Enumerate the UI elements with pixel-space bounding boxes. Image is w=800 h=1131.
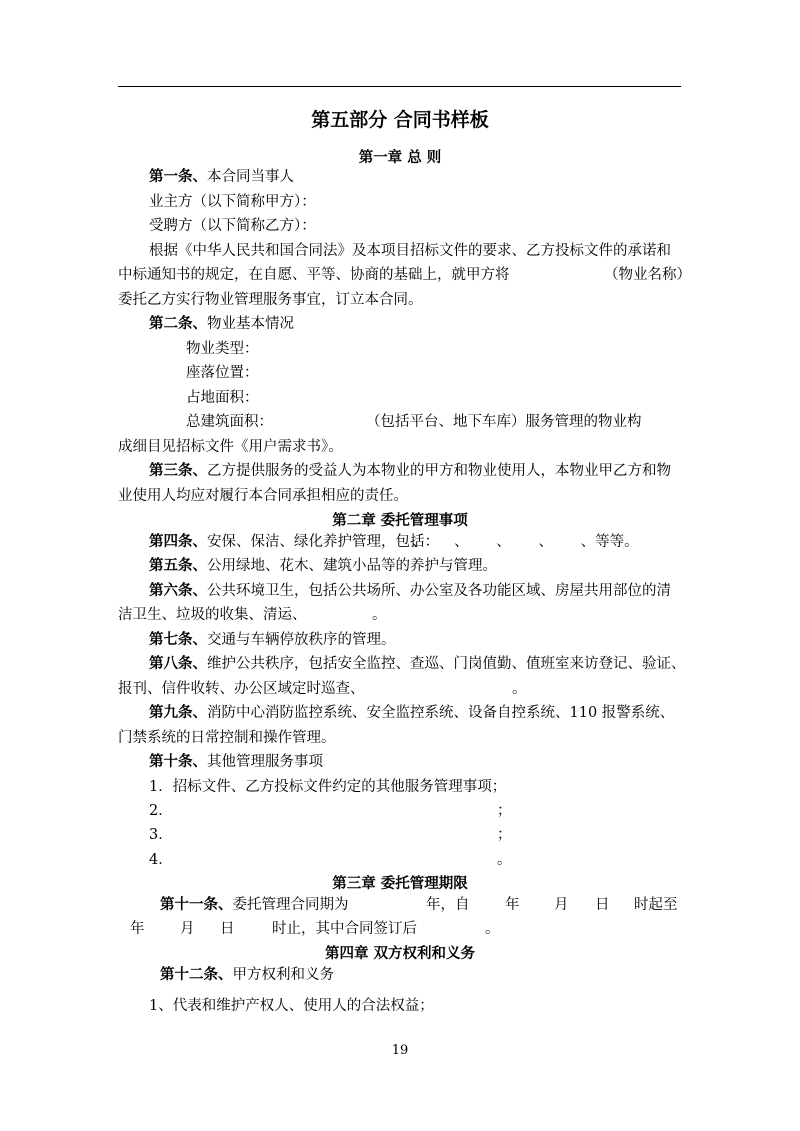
article-2-head: 第二条、 <box>149 316 207 332</box>
page-title: 第五部分 合同书样板 <box>311 109 489 131</box>
article-11-start-month: 月 <box>554 897 569 913</box>
property-type-field: 物业类型： <box>186 341 259 357</box>
article-11-end-day: 日 <box>220 921 235 937</box>
article-6-line-2: 洁卫生、垃圾的收集、清运、 <box>118 607 307 623</box>
article-7 <box>149 630 396 650</box>
article-10-head: 第十条、 <box>149 754 207 770</box>
article-12-item-1: 1、代表和维护产权人、使用人的合法权益； <box>149 998 434 1014</box>
article-12-head: 第十二条、 <box>160 967 233 983</box>
header-rule <box>118 86 681 87</box>
article-8 <box>149 654 686 674</box>
article-7-text: 交通与车辆停放秩序的管理。 <box>207 632 396 648</box>
party-b-line: 受聘方（以下简称乙方）： <box>149 218 316 234</box>
chapter-1-heading: 第一章 总 则 <box>358 150 442 166</box>
article-9-head: 第九条、 <box>149 705 207 721</box>
article-11 <box>160 895 349 915</box>
list-item-text: 招标文件、乙方投标文件约定的其他服务管理事项； <box>172 779 507 795</box>
para-1-line-3: 委托乙方实行物业管理服务事宜，订立本合同。 <box>118 292 423 308</box>
land-area-field: 占地面积： <box>186 390 259 406</box>
article-4-text: 安保、保洁、绿化养护管理，包括： <box>207 534 439 550</box>
article-5-head: 第五条、 <box>149 558 207 574</box>
article-11-start-text: 时起至 <box>634 897 678 913</box>
article-10-text: 其他管理服务事项 <box>207 754 323 770</box>
article-6-head: 第六条、 <box>149 583 207 599</box>
chapter-4-heading: 第四章 双方权利和义务 <box>324 946 476 962</box>
article-8-line-2-end: 。 <box>512 681 527 697</box>
list-item <box>149 801 173 821</box>
article-8-line-2: 报刊、信件收转、办公区域定时巡查、 <box>118 681 365 697</box>
article-11-start-year: 年 <box>505 897 520 913</box>
list-item <box>149 825 173 845</box>
article-11-start-day: 日 <box>595 897 610 913</box>
list-item <box>149 850 173 870</box>
chapter-2-heading: 第二章 委托管理事项 <box>332 513 468 529</box>
article-9-line-2: 门禁系统的日常控制和操作管理。 <box>118 730 336 746</box>
para-1-line-1: 根据《中华人民共和国合同法》及本项目招标文件的要求、乙方投标文件的承诺和 <box>149 243 671 259</box>
article-11-end-text: 时止，其中合同签订后 <box>272 921 417 937</box>
article-5-text: 公用绿地、花木、建筑小品等的养护与管理。 <box>207 558 497 574</box>
building-area-note: （包括平台、地下车库）服务管理的物业构 <box>366 414 642 430</box>
article-3-text: 乙方提供服务的受益人为本物业的甲方和物业使用人，本物业甲乙方和物 <box>207 463 671 479</box>
list-item-number: 4． <box>149 852 173 868</box>
article-2-text: 物业基本情况 <box>207 316 294 332</box>
article-3 <box>149 461 671 481</box>
article-10 <box>149 752 323 772</box>
article-6-text: 公共环境卫生，包括公共场所、办公室及各功能区域、房屋共用部位的清 <box>207 583 671 599</box>
article-4 <box>149 532 439 552</box>
article-12 <box>160 965 334 985</box>
page-number: 19 <box>391 1043 409 1058</box>
article-6 <box>149 581 671 601</box>
building-area-field: 总建筑面积： <box>186 414 273 430</box>
article-8-text: 维护公共秩序，包括安全监控、查巡、门岗值勤、值班室来访登记、验证、 <box>207 656 686 672</box>
list-item-end: ； <box>497 827 512 843</box>
article-3-line-2: 业使用人均应对履行本合同承担相应的责任。 <box>118 488 408 504</box>
article-9-text: 消防中心消防监控系统、安全监控系统、设备自控系统、110 报警系统、 <box>207 705 675 721</box>
article-11-head: 第十一条、 <box>160 897 233 913</box>
article-9 <box>149 703 674 723</box>
list-item-end: ； <box>497 803 512 819</box>
list-item <box>149 777 506 797</box>
property-location-field: 座落位置： <box>186 365 259 381</box>
article-11-text: 委托管理合同期为 <box>232 897 349 913</box>
article-4-tail: 、 、 、 、 、等等。 <box>412 534 639 550</box>
article-1-head: 第一条、 <box>149 169 207 185</box>
list-item-number: 2． <box>149 803 173 819</box>
property-name-hint: （物业名称） <box>604 267 691 283</box>
article-11-end-year: 年 <box>130 921 145 937</box>
article-4-head: 第四条、 <box>149 534 207 550</box>
party-a-line: 业主方（以下简称甲方）： <box>149 194 316 210</box>
article-7-head: 第七条、 <box>149 632 207 648</box>
article-11-year: 年，自 <box>426 897 470 913</box>
article-12-text: 甲方权利和义务 <box>232 967 334 983</box>
article-3-head: 第三条、 <box>149 463 207 479</box>
list-item-number: 3． <box>149 827 173 843</box>
article-11-end-month: 月 <box>180 921 195 937</box>
list-item-end: 。 <box>497 852 512 868</box>
article-1 <box>149 167 294 187</box>
list-item-number: 1． <box>149 779 173 795</box>
article-2 <box>149 314 294 334</box>
article-11-end-dot: 。 <box>485 921 500 937</box>
article-6-line-2-end: 。 <box>372 607 387 623</box>
article-8-head: 第八条、 <box>149 656 207 672</box>
para-1-line-2: 中标通知书的规定，在自愿、平等、协商的基础上，就甲方将 <box>118 267 510 283</box>
article-1-text: 本合同当事人 <box>207 169 294 185</box>
chapter-3-heading: 第三章 委托管理期限 <box>332 876 468 892</box>
property-detail-line: 成细目见招标文件《用户需求书》。 <box>118 439 343 455</box>
article-5 <box>149 556 497 576</box>
